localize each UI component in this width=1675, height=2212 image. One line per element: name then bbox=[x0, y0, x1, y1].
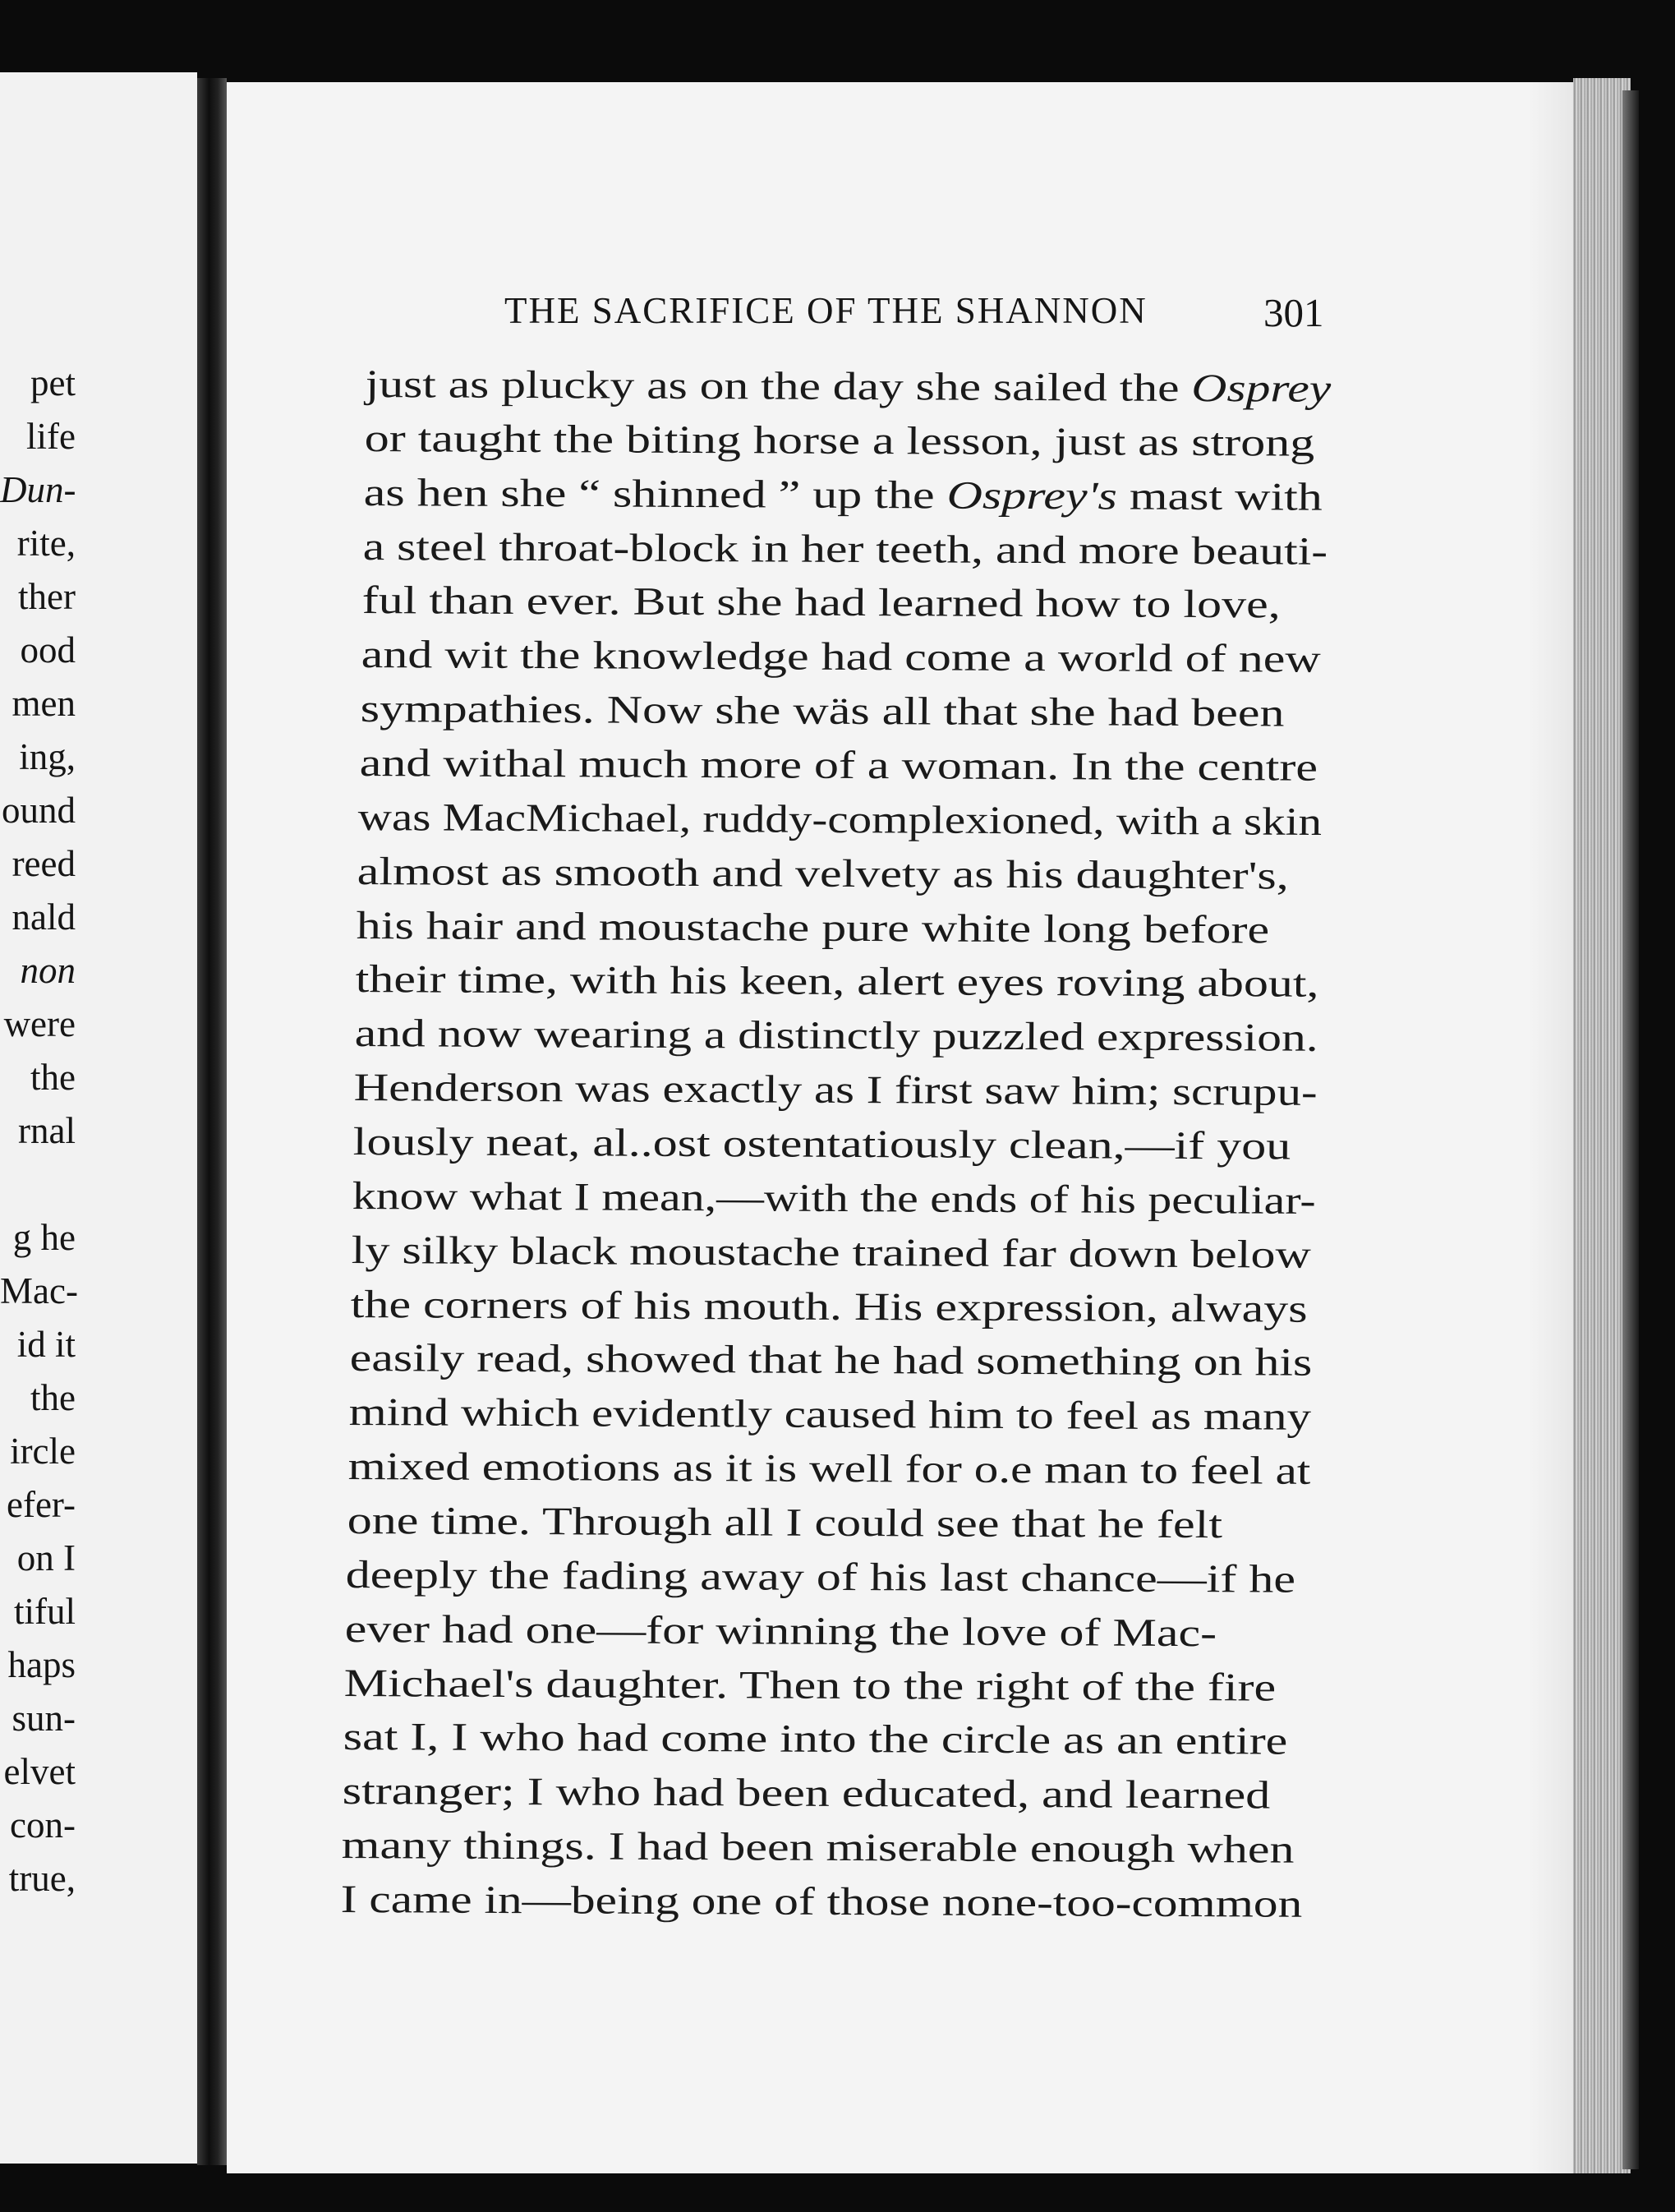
previous-page-line: haps bbox=[7, 1644, 76, 1685]
previous-page-line: were bbox=[3, 1003, 76, 1044]
text-line bbox=[341, 1875, 1303, 1929]
previous-page-line: rite, bbox=[16, 523, 76, 564]
previous-page-line: elvet bbox=[3, 1751, 76, 1792]
text-line bbox=[345, 1605, 1217, 1658]
text-line bbox=[361, 630, 1320, 684]
italic-text: Osprey bbox=[1191, 366, 1332, 411]
previous-page-line: pet bbox=[30, 362, 76, 403]
text-span: one time. Through all I could see that he felt bbox=[347, 1499, 1222, 1547]
text-line bbox=[353, 1118, 1291, 1172]
previous-page-line: reed bbox=[12, 843, 76, 884]
text-span: and now wearing a distinctly puzzled expression. bbox=[354, 1012, 1319, 1061]
text-line bbox=[357, 901, 1270, 955]
text-line bbox=[347, 1496, 1222, 1550]
text-span: ful than ever. But she had learned how to love, bbox=[361, 578, 1281, 627]
previous-page-line: con- bbox=[10, 1804, 76, 1846]
text-line bbox=[342, 1821, 1295, 1875]
text-line bbox=[351, 1226, 1310, 1280]
previous-page-line: ood bbox=[20, 629, 76, 671]
previous-page-line: Mac- bbox=[0, 1270, 78, 1311]
previous-page-line: true, bbox=[8, 1858, 76, 1899]
text-line bbox=[363, 468, 1322, 523]
text-span: sympathies. Now she wäs all that she had been bbox=[360, 687, 1285, 735]
text-span: mind which evidently caused him to feel as many bbox=[348, 1390, 1311, 1440]
text-span: know what I mean,—with the ends of his peculiar- bbox=[352, 1173, 1316, 1223]
text-span: just as plucky as on the day she sailed the bbox=[365, 362, 1192, 410]
text-span: easily read, showed that he had something on his bbox=[349, 1336, 1313, 1385]
text-line bbox=[356, 955, 1319, 1009]
text-span: mixed emotions as it is well for o.e man to feel at bbox=[347, 1445, 1311, 1493]
text-span: Michael's daughter. Then to the right of the fire bbox=[343, 1661, 1277, 1710]
previous-page-line: the bbox=[30, 1377, 76, 1418]
previous-page-line: id it bbox=[16, 1324, 76, 1365]
text-span: or taught the biting horse a lesson, just as strong bbox=[364, 416, 1315, 465]
previous-page-line: sun- bbox=[12, 1698, 76, 1739]
text-span: was MacMichael, ruddy-complexioned, with a skin bbox=[358, 795, 1323, 844]
previous-page-line: life bbox=[26, 416, 76, 457]
previous-page-line: efer- bbox=[6, 1484, 76, 1525]
text-span: and wit the knowledge had come a world of new bbox=[361, 633, 1321, 681]
text-span: I came in—being one of those none-too-common bbox=[340, 1878, 1303, 1926]
text-line bbox=[350, 1280, 1307, 1334]
previous-page-line: men bbox=[12, 683, 76, 724]
text-line bbox=[349, 1334, 1312, 1388]
text-line bbox=[359, 739, 1318, 793]
text-line bbox=[344, 1659, 1277, 1713]
previous-page-line: ther bbox=[18, 576, 76, 617]
book-gutter bbox=[197, 78, 227, 2165]
text-span: lously neat, al..ost ostentatiously clean,—if you bbox=[352, 1120, 1291, 1168]
text-line bbox=[358, 793, 1323, 847]
book-edge-shadow bbox=[1622, 90, 1639, 2169]
previous-page-line: the bbox=[30, 1057, 76, 1098]
text-span: their time, with his keen, alert eyes roving about, bbox=[355, 957, 1319, 1007]
text-line bbox=[364, 414, 1314, 468]
previous-page-line: rnal bbox=[18, 1110, 76, 1151]
text-span: the corners of his mouth. His expression, always bbox=[350, 1282, 1308, 1331]
previous-page-line: nald bbox=[12, 896, 76, 938]
text-line bbox=[362, 523, 1328, 577]
text-line bbox=[355, 1009, 1318, 1063]
text-span: a steel throat-block in her teeth, and more beauti- bbox=[362, 524, 1328, 574]
text-line bbox=[354, 1063, 1318, 1118]
text-span: and withal much more of a woman. In the centre bbox=[359, 740, 1318, 790]
previous-page-line: ing, bbox=[19, 736, 76, 777]
text-line bbox=[352, 1172, 1315, 1226]
text-line bbox=[343, 1767, 1271, 1821]
text-span: many things. I had been miserable enough when bbox=[341, 1823, 1295, 1872]
text-line bbox=[360, 684, 1284, 738]
text-span: ever had one—for winning the love of Mac- bbox=[344, 1606, 1217, 1655]
previous-page-line: Dun- bbox=[0, 469, 76, 510]
running-title: THE SACRIFICE OF THE SHANNON bbox=[504, 290, 1148, 331]
text-span: Henderson was exactly as I first saw him; scrupu- bbox=[353, 1066, 1318, 1114]
previous-page-line: non bbox=[20, 950, 76, 991]
italic-text: Osprey's bbox=[946, 473, 1117, 518]
text-span: ly silky black moustache trained far down below bbox=[351, 1228, 1311, 1277]
text-line bbox=[357, 847, 1289, 901]
previous-page-line: ound bbox=[2, 790, 76, 831]
previous-page-line: on I bbox=[16, 1537, 76, 1578]
previous-page-line: g he bbox=[12, 1217, 76, 1258]
text-span: deeply the fading away of his last chance—if he bbox=[345, 1552, 1296, 1601]
text-line bbox=[346, 1551, 1296, 1605]
page-number: 301 bbox=[1263, 290, 1324, 335]
text-span: sat I, I who had come into the circle as an entire bbox=[343, 1715, 1288, 1764]
previous-page-line: ircle bbox=[10, 1431, 76, 1472]
text-span: almost as smooth and velvety as his daughter's, bbox=[357, 849, 1290, 898]
text-span: his hair and moustache pure white long before bbox=[356, 903, 1270, 952]
previous-page-line: tiful bbox=[14, 1591, 76, 1632]
text-line bbox=[366, 360, 1332, 414]
text-line bbox=[348, 1388, 1311, 1442]
text-line bbox=[361, 576, 1280, 629]
text-line bbox=[347, 1442, 1310, 1496]
text-line bbox=[343, 1712, 1288, 1767]
text-span: as hen she “ shinned ” up the bbox=[363, 470, 947, 518]
text-span: mast with bbox=[1116, 474, 1323, 519]
text-span: stranger; I who had been educated, and learned bbox=[342, 1769, 1271, 1818]
